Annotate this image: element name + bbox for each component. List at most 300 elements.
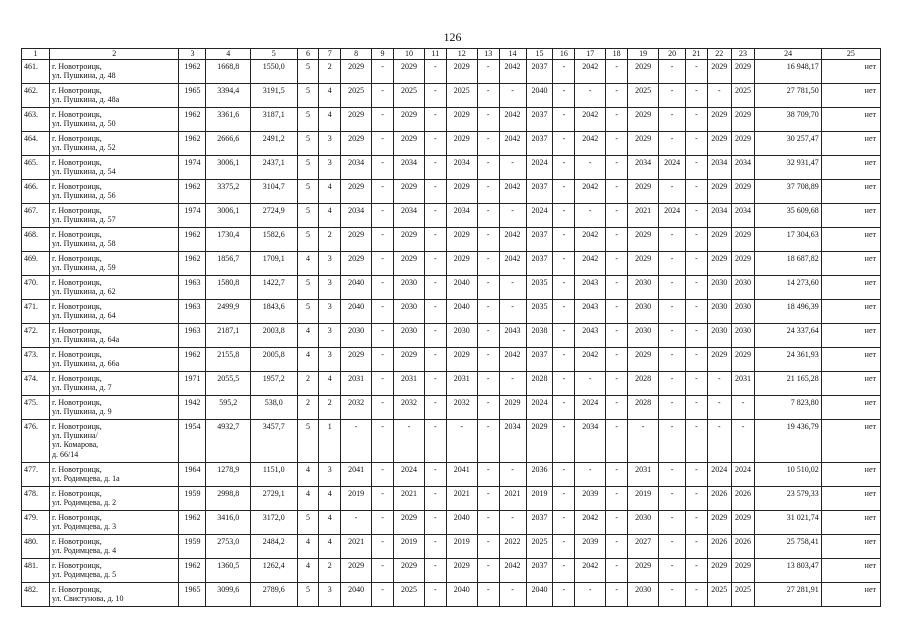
page-number: 126 xyxy=(443,30,462,44)
table-cell: 4 xyxy=(319,535,341,559)
table-cell: 464. xyxy=(22,132,50,156)
table-cell: 2029 xyxy=(393,108,424,132)
table-cell: 1151,0 xyxy=(250,463,297,487)
column-header: 15 xyxy=(526,49,553,60)
table-cell: 2042 xyxy=(499,559,526,583)
table-cell: - xyxy=(606,463,628,487)
table-cell: 27 281,91 xyxy=(755,583,821,607)
table-cell: 1 xyxy=(319,420,341,463)
table-cell: - xyxy=(393,420,424,463)
table-cell: 462. xyxy=(22,84,50,108)
table-cell: 2025 xyxy=(393,583,424,607)
table-cell: 2029 xyxy=(341,559,372,583)
table-cell: 5 xyxy=(297,108,319,132)
table-cell: 5 xyxy=(297,204,319,228)
address-cell: г. Новотроицк, ул. Пушкина, д. 52 xyxy=(49,132,179,156)
table-cell: 2029 xyxy=(731,252,755,276)
table-cell: - xyxy=(477,228,499,252)
table-cell: 2029 xyxy=(393,228,424,252)
table-cell: 2026 xyxy=(731,535,755,559)
column-header: 6 xyxy=(297,49,319,60)
table-cell: - xyxy=(372,180,394,204)
column-header: 20 xyxy=(659,49,686,60)
table-cell: нет xyxy=(821,228,880,252)
table-cell: 4 xyxy=(297,348,319,372)
table-cell: 2034 xyxy=(446,204,477,228)
table-cell: 2029 xyxy=(731,132,755,156)
table-row xyxy=(22,463,881,487)
table-cell: - xyxy=(499,204,526,228)
table-cell: - xyxy=(553,559,575,583)
table-cell: 3416,0 xyxy=(206,511,251,535)
table-cell: 1278,9 xyxy=(206,463,251,487)
table-cell: - xyxy=(477,132,499,156)
table-cell: нет xyxy=(821,511,880,535)
table-cell: 2029 xyxy=(341,348,372,372)
table-cell: 4 xyxy=(319,372,341,396)
address-cell: г. Новотроицк, ул. Пушкина, д. 54 xyxy=(49,156,179,180)
table-cell: 2030 xyxy=(341,324,372,348)
table-cell: - xyxy=(606,180,628,204)
table-cell: 2029 xyxy=(731,108,755,132)
table-cell: нет xyxy=(821,252,880,276)
table-cell: - xyxy=(372,228,394,252)
column-header: 8 xyxy=(341,49,372,60)
table-cell: 1962 xyxy=(179,252,206,276)
table-cell: - xyxy=(553,132,575,156)
table-cell: 2043 xyxy=(575,324,606,348)
table-cell: 2040 xyxy=(446,511,477,535)
table-cell: 473. xyxy=(22,348,50,372)
table-cell: - xyxy=(553,300,575,324)
table-cell: - xyxy=(372,84,394,108)
table-cell: нет xyxy=(821,156,880,180)
table-cell: - xyxy=(425,84,447,108)
table-cell: 2024 xyxy=(731,463,755,487)
table-cell: 1962 xyxy=(179,228,206,252)
table-cell: - xyxy=(425,228,447,252)
table-cell: 2025 xyxy=(446,84,477,108)
table-cell: - xyxy=(686,60,708,84)
table-cell: - xyxy=(372,156,394,180)
table-cell: 2041 xyxy=(446,463,477,487)
column-header: 10 xyxy=(393,49,424,60)
table-cell: - xyxy=(575,156,606,180)
table-cell: - xyxy=(425,132,447,156)
address-cell: г. Новотроицк, ул. Родимцева, д. 2 xyxy=(49,487,179,511)
address-cell: г. Новотроицк, ул. Пушкина, д. 64а xyxy=(49,324,179,348)
table-cell: 21 165,28 xyxy=(755,372,821,396)
table-cell: 2036 xyxy=(526,463,553,487)
table-cell: - xyxy=(372,204,394,228)
table-cell: нет xyxy=(821,60,880,84)
table-cell: - xyxy=(686,276,708,300)
table-cell: 2028 xyxy=(526,372,553,396)
table-cell: - xyxy=(686,511,708,535)
table-cell: 2037 xyxy=(526,252,553,276)
table-cell: 1856,7 xyxy=(206,252,251,276)
table-cell: - xyxy=(372,372,394,396)
table-cell: - xyxy=(499,511,526,535)
table-cell: нет xyxy=(821,463,880,487)
table-cell: - xyxy=(477,300,499,324)
table-cell: 2021 xyxy=(628,204,659,228)
table-cell: 2032 xyxy=(446,396,477,420)
table-cell: 2037 xyxy=(526,511,553,535)
table-cell: - xyxy=(477,511,499,535)
table-cell: - xyxy=(659,180,686,204)
table-cell: 2032 xyxy=(341,396,372,420)
table-cell: 477. xyxy=(22,463,50,487)
table-cell: - xyxy=(499,84,526,108)
table-cell: 2037 xyxy=(526,228,553,252)
table-cell: 2029 xyxy=(707,511,731,535)
table-cell: - xyxy=(686,300,708,324)
table-cell: 2029 xyxy=(628,60,659,84)
table-cell: 7 823,80 xyxy=(755,396,821,420)
table-cell: 2029 xyxy=(393,60,424,84)
table-cell: 2026 xyxy=(707,535,731,559)
table-cell: 2027 xyxy=(628,535,659,559)
table-cell: - xyxy=(686,132,708,156)
table-cell: 2019 xyxy=(341,487,372,511)
address-cell: г. Новотроицк, ул. Пушкина, д. 64 xyxy=(49,300,179,324)
table-cell: - xyxy=(477,84,499,108)
table-cell: - xyxy=(553,84,575,108)
table-cell: 2499,9 xyxy=(206,300,251,324)
table-cell: 468. xyxy=(22,228,50,252)
table-cell: 2040 xyxy=(446,583,477,607)
table-cell: 3006,1 xyxy=(206,204,251,228)
table-cell: 2041 xyxy=(341,463,372,487)
table-cell: 4 xyxy=(297,463,319,487)
table-cell: 478. xyxy=(22,487,50,511)
table-cell: 2029 xyxy=(393,132,424,156)
column-header: 12 xyxy=(446,49,477,60)
table-cell: 2040 xyxy=(341,276,372,300)
table-cell: 3 xyxy=(319,156,341,180)
table-cell: 2789,6 xyxy=(250,583,297,607)
table-cell: 1959 xyxy=(179,487,206,511)
table-cell: - xyxy=(372,108,394,132)
table-cell: 18 496,39 xyxy=(755,300,821,324)
table-cell: нет xyxy=(821,204,880,228)
table-cell: 2029 xyxy=(731,228,755,252)
table-cell: 2029 xyxy=(707,108,731,132)
table-cell: 3457,7 xyxy=(250,420,297,463)
table-row xyxy=(22,324,881,348)
table-cell: нет xyxy=(821,487,880,511)
table-cell: 2029 xyxy=(707,228,731,252)
table-cell: 2030 xyxy=(707,324,731,348)
table-cell: 2034 xyxy=(393,156,424,180)
table-cell: 2029 xyxy=(393,559,424,583)
table-cell: - xyxy=(686,252,708,276)
table-cell: 3187,1 xyxy=(250,108,297,132)
table-cell: - xyxy=(553,372,575,396)
table-cell: - xyxy=(477,60,499,84)
table-cell: 2029 xyxy=(628,348,659,372)
table-cell: 5 xyxy=(297,300,319,324)
table-cell: 5 xyxy=(297,583,319,607)
table-cell: нет xyxy=(821,535,880,559)
table-cell: - xyxy=(686,463,708,487)
table-cell: 2 xyxy=(319,228,341,252)
table-cell: 1963 xyxy=(179,300,206,324)
table-cell: 1962 xyxy=(179,559,206,583)
table-cell: - xyxy=(659,300,686,324)
table-cell: 4 xyxy=(319,180,341,204)
table-cell: 3394,4 xyxy=(206,84,251,108)
column-header: 19 xyxy=(628,49,659,60)
table-cell: 479. xyxy=(22,511,50,535)
table-cell: 466. xyxy=(22,180,50,204)
table-cell: - xyxy=(477,108,499,132)
table-cell: 2029 xyxy=(499,396,526,420)
table-cell: 1964 xyxy=(179,463,206,487)
table-cell: 13 803,47 xyxy=(755,559,821,583)
table-cell: 1262,4 xyxy=(250,559,297,583)
table-cell: 3191,5 xyxy=(250,84,297,108)
table-cell: 461. xyxy=(22,60,50,84)
table-cell: 2042 xyxy=(499,60,526,84)
table-cell: - xyxy=(499,583,526,607)
table-cell: 2042 xyxy=(575,60,606,84)
table-cell: 2024 xyxy=(659,204,686,228)
table-cell: 472. xyxy=(22,324,50,348)
table-cell: - xyxy=(659,420,686,463)
table-cell: - xyxy=(477,372,499,396)
table-cell: нет xyxy=(821,300,880,324)
table-cell: - xyxy=(686,535,708,559)
column-header: 1 xyxy=(22,49,50,60)
table-cell: 2019 xyxy=(393,535,424,559)
table-cell: 2029 xyxy=(707,348,731,372)
table-cell: 3172,0 xyxy=(250,511,297,535)
table-row xyxy=(22,535,881,559)
table-cell: 2 xyxy=(319,396,341,420)
table-cell: 465. xyxy=(22,156,50,180)
table-cell: - xyxy=(553,348,575,372)
table-cell: 2024 xyxy=(526,204,553,228)
table-cell: 2042 xyxy=(499,132,526,156)
table-cell: - xyxy=(372,396,394,420)
table-cell: 2040 xyxy=(341,300,372,324)
table-cell: 2021 xyxy=(393,487,424,511)
address-cell: г. Новотроицк, ул. Пушкина, д. 58 xyxy=(49,228,179,252)
table-cell: 2029 xyxy=(628,132,659,156)
table-cell: 2029 xyxy=(526,420,553,463)
table-cell: - xyxy=(425,396,447,420)
table-cell: 2031 xyxy=(628,463,659,487)
table-row xyxy=(22,180,881,204)
table-cell: 2019 xyxy=(526,487,553,511)
table-cell: - xyxy=(659,252,686,276)
table-cell: - xyxy=(553,463,575,487)
table-cell: - xyxy=(425,324,447,348)
column-header: 22 xyxy=(707,49,731,60)
table-cell: 2729,1 xyxy=(250,487,297,511)
table-cell: 3 xyxy=(319,348,341,372)
table-cell: - xyxy=(425,583,447,607)
table-cell: - xyxy=(707,372,731,396)
table-cell: - xyxy=(499,300,526,324)
table-cell: - xyxy=(425,180,447,204)
table-cell: - xyxy=(372,132,394,156)
table-cell: нет xyxy=(821,559,880,583)
table-cell: 3 xyxy=(319,583,341,607)
column-header: 5 xyxy=(250,49,297,60)
table-cell: - xyxy=(606,420,628,463)
table-cell: - xyxy=(341,511,372,535)
table-cell: 37 708,89 xyxy=(755,180,821,204)
table-cell: нет xyxy=(821,132,880,156)
address-cell: г. Новотроицк, ул. Родимцева, д. 1а xyxy=(49,463,179,487)
table-cell: 4 xyxy=(319,108,341,132)
table-cell: - xyxy=(606,156,628,180)
table-cell: 469. xyxy=(22,252,50,276)
table-cell: 2666,6 xyxy=(206,132,251,156)
table-cell: 4 xyxy=(297,252,319,276)
table-cell: - xyxy=(372,60,394,84)
table-cell: 2030 xyxy=(446,324,477,348)
table-cell: 1709,1 xyxy=(250,252,297,276)
table-cell: 2040 xyxy=(526,84,553,108)
table-row xyxy=(22,583,881,607)
table-cell: 2034 xyxy=(731,156,755,180)
table-cell: 2029 xyxy=(341,60,372,84)
table-cell: 3006,1 xyxy=(206,156,251,180)
table-cell: 2034 xyxy=(707,156,731,180)
table-cell: 24 361,93 xyxy=(755,348,821,372)
table-cell: 2437,1 xyxy=(250,156,297,180)
table-row xyxy=(22,84,881,108)
table-cell: - xyxy=(425,420,447,463)
table-cell: 2029 xyxy=(446,252,477,276)
table-cell: - xyxy=(686,156,708,180)
table-cell: 2025 xyxy=(731,84,755,108)
table-cell: - xyxy=(686,228,708,252)
table-cell: 1962 xyxy=(179,348,206,372)
table-cell: 2022 xyxy=(499,535,526,559)
address-cell: г. Новотроицк, ул. Пушкина, д. 56 xyxy=(49,180,179,204)
table-cell: - xyxy=(477,396,499,420)
table-cell: 4 xyxy=(319,487,341,511)
table-cell: 2030 xyxy=(628,324,659,348)
address-cell: г. Новотроицк, ул. Пушкина, д. 66а xyxy=(49,348,179,372)
table-cell: - xyxy=(372,487,394,511)
table-row xyxy=(22,132,881,156)
table-cell: 2019 xyxy=(628,487,659,511)
table-cell: - xyxy=(499,276,526,300)
table-cell: - xyxy=(425,252,447,276)
table-cell: - xyxy=(659,60,686,84)
table-cell: - xyxy=(425,463,447,487)
table-cell: 2 xyxy=(319,559,341,583)
table-cell: 2029 xyxy=(731,60,755,84)
table-cell: - xyxy=(606,372,628,396)
table-cell: - xyxy=(553,535,575,559)
table-cell: 5 xyxy=(297,180,319,204)
table-cell: 2055,5 xyxy=(206,372,251,396)
table-cell: - xyxy=(553,108,575,132)
table-cell: - xyxy=(659,372,686,396)
table-cell: 2034 xyxy=(731,204,755,228)
table-cell: - xyxy=(575,204,606,228)
column-header: 23 xyxy=(731,49,755,60)
table-cell: 1962 xyxy=(179,180,206,204)
table-cell: - xyxy=(659,559,686,583)
table-cell: - xyxy=(372,348,394,372)
table-cell: 25 758,41 xyxy=(755,535,821,559)
table-row xyxy=(22,252,881,276)
table-cell: - xyxy=(477,324,499,348)
table-cell: 5 xyxy=(297,84,319,108)
table-cell: 2029 xyxy=(731,348,755,372)
table-cell: - xyxy=(553,60,575,84)
table-cell: 2042 xyxy=(499,348,526,372)
column-header: 9 xyxy=(372,49,394,60)
table-cell: - xyxy=(341,420,372,463)
table-cell: 2021 xyxy=(341,535,372,559)
table-cell: 2026 xyxy=(731,487,755,511)
table-cell: 2042 xyxy=(575,348,606,372)
table-cell: 2029 xyxy=(341,228,372,252)
table-cell: 2029 xyxy=(446,108,477,132)
table-cell: 2030 xyxy=(707,276,731,300)
table-cell: 4 xyxy=(297,535,319,559)
table-cell: - xyxy=(477,535,499,559)
table-cell: 2030 xyxy=(393,276,424,300)
table-cell: - xyxy=(425,348,447,372)
table-cell: - xyxy=(553,276,575,300)
table-cell: 2031 xyxy=(731,372,755,396)
table-cell: 4932,7 xyxy=(206,420,251,463)
table-cell: 3 xyxy=(319,300,341,324)
table-row xyxy=(22,396,881,420)
table-cell: - xyxy=(425,300,447,324)
table-cell: нет xyxy=(821,108,880,132)
table-cell: - xyxy=(659,324,686,348)
address-cell: г. Новотроицк, ул. Свистунова, д. 10 xyxy=(49,583,179,607)
table-cell: 2 xyxy=(319,60,341,84)
table-cell: 2031 xyxy=(341,372,372,396)
table-cell: 2029 xyxy=(446,180,477,204)
table-cell: 2029 xyxy=(393,180,424,204)
table-cell: 1580,8 xyxy=(206,276,251,300)
table-cell: 2037 xyxy=(526,348,553,372)
address-cell: г. Новотроицк, ул. Пушкина, д. 59 xyxy=(49,252,179,276)
table-cell: 14 273,60 xyxy=(755,276,821,300)
table-cell: 2032 xyxy=(393,396,424,420)
table-cell: 32 931,47 xyxy=(755,156,821,180)
table-cell: 2021 xyxy=(446,487,477,511)
table-cell: 2042 xyxy=(575,108,606,132)
table-cell: 2024 xyxy=(526,156,553,180)
table-cell: - xyxy=(477,559,499,583)
table-cell: 2029 xyxy=(393,252,424,276)
table-cell: - xyxy=(606,348,628,372)
table-cell: 16 948,17 xyxy=(755,60,821,84)
table-cell: - xyxy=(659,228,686,252)
table-cell: 2035 xyxy=(526,276,553,300)
table-row xyxy=(22,487,881,511)
table-cell: нет xyxy=(821,84,880,108)
table-cell: 2029 xyxy=(341,180,372,204)
table-cell: 1730,4 xyxy=(206,228,251,252)
address-cell: г. Новотроицк, ул. Пушкина, д. 48 xyxy=(49,60,179,84)
column-header: 14 xyxy=(499,49,526,60)
